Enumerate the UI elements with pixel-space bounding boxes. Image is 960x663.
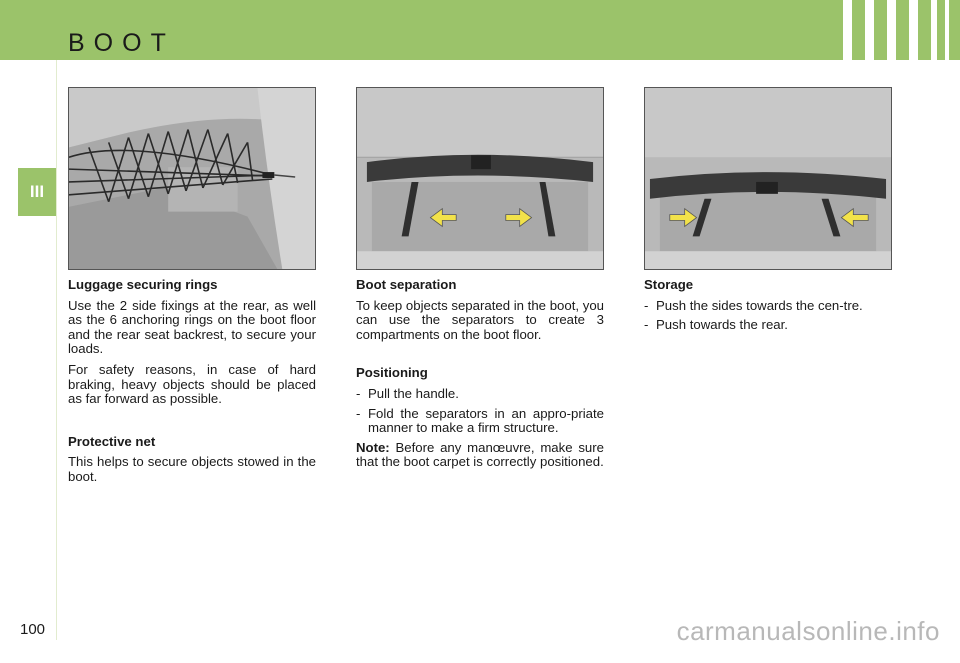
header-stripe xyxy=(909,0,918,60)
header-stripe xyxy=(931,0,937,60)
watermark: carmanualsonline.info xyxy=(676,616,940,646)
column-middle xyxy=(356,278,604,476)
paragraph: Use the 2 side fixings at the rear, as well as the 6 anchoring rings on the boot floor and the rear seat backrest, to secure your loads. xyxy=(68,297,316,357)
heading-positioning: Positioning xyxy=(356,365,428,381)
photo-boot-separator xyxy=(356,87,604,270)
side-divider xyxy=(56,60,57,640)
heading-boot-separation: Boot separation xyxy=(356,277,457,292)
paragraph: To keep objects separated in the boot, you can use the separators to create 3 compartments on the boot floor. xyxy=(356,297,604,342)
header-stripe xyxy=(843,0,852,60)
list-item xyxy=(356,387,604,402)
list-item xyxy=(644,299,892,314)
header-stripe xyxy=(945,0,949,60)
paragraph: This helps to secure objects stowed in the boot. xyxy=(68,454,316,484)
heading-protective-net: Protective net xyxy=(68,433,156,449)
list-dash: - xyxy=(356,405,361,421)
page-title: BOOT xyxy=(68,29,175,57)
spacer xyxy=(68,413,316,435)
heading-storage: Storage xyxy=(644,277,694,292)
list-item-text: Fold the separators in an appro-priate manner to make a firm structure. xyxy=(368,405,604,436)
list-dash: - xyxy=(644,317,649,333)
list-item xyxy=(644,318,892,333)
header-band xyxy=(0,0,960,60)
header-stripe xyxy=(887,0,896,60)
paragraph: For safety reasons, in case of hard braking, heavy objects should be placed as far forward as possible. xyxy=(68,361,316,407)
section-tab: III xyxy=(18,168,56,216)
list-dash: - xyxy=(356,385,361,401)
list-item-text: Push towards the rear. xyxy=(656,317,788,333)
column-left xyxy=(68,278,316,491)
spacer xyxy=(356,348,604,366)
heading-luggage-securing-rings: Luggage securing rings xyxy=(68,277,218,292)
page-number: 100 xyxy=(20,621,46,638)
list-dash: - xyxy=(644,297,649,313)
note-text: Before any manœuvre, make sure that the boot carpet is correctly positioned. xyxy=(356,439,604,470)
photo-luggage-net xyxy=(68,87,316,270)
photo-storage xyxy=(644,87,892,270)
column-right xyxy=(644,278,892,338)
list-item xyxy=(356,407,604,436)
note-label: Note: xyxy=(356,439,390,455)
list-item-text: Push the sides towards the cen-tre. xyxy=(656,297,863,313)
note-paragraph xyxy=(356,441,604,470)
list-item-text: Pull the handle. xyxy=(368,385,459,401)
header-stripe xyxy=(865,0,874,60)
